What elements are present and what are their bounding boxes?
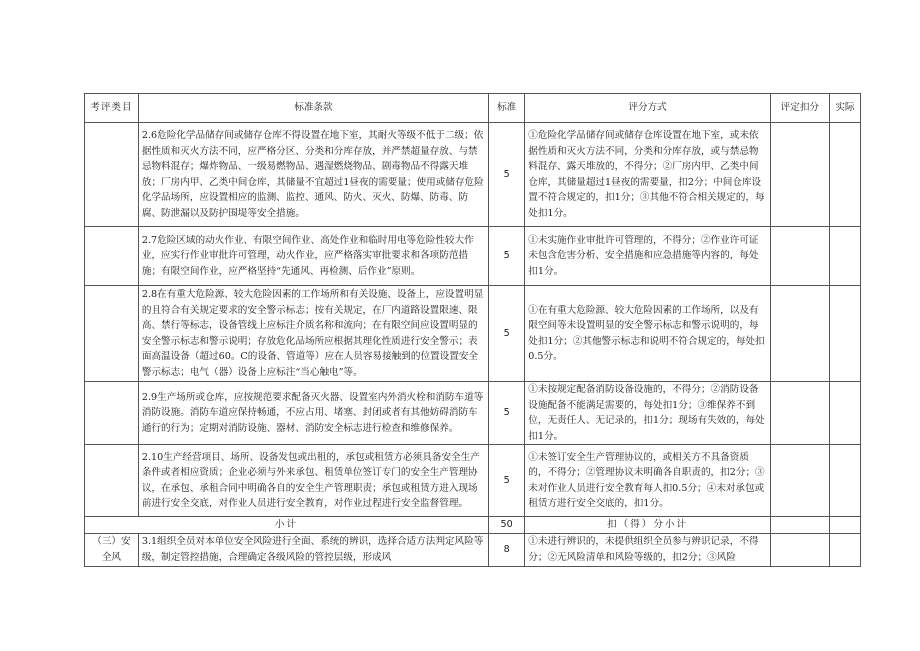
score-cell: 5 [489, 445, 525, 517]
header-score: 标准 [489, 94, 525, 123]
score-cell: 5 [489, 227, 525, 286]
standard-cell: 2.9生产场所或仓库，应按规范要求配备灭火器、设置室内外消火栓和消防车道等消防设施。消防车道应保持畅通，不应占用、堵塞、封闭或者有其他妨碍消防车通行的行为；定期对消防设施、器材、消防安全标志进行检查和维修保养。 [138, 382, 488, 445]
category-cell: （三）安全风 [85, 533, 139, 566]
category-cell [85, 286, 139, 382]
score-cell: 5 [489, 123, 525, 227]
actual-cell [829, 123, 860, 227]
deduction-cell [770, 286, 829, 382]
table-row [85, 227, 861, 286]
table-row [85, 533, 861, 566]
header-actual: 实际 [829, 94, 860, 123]
method-cell: ①在有重大危险源、较大危险因素的工作场所，以及有限空间等未设置明显的安全警示标志和警示说明的，每处扣1分；②其他警示标志和说明不符合规定的，每处扣0.5分。 [525, 286, 771, 382]
header-row [85, 94, 861, 123]
header-deduction: 评定扣分 [770, 94, 829, 123]
table-row [85, 123, 861, 227]
method-cell: ①未进行辨识的，未提供组织全员参与辨识记录，不得分；②无风险清单和风险等级的，扣2分；③风险 [525, 533, 771, 566]
method-cell: ①未签订安全生产管理协议的，或相关方不具备资质的，不得分；②管理协议未明确各自职责的，扣2分；③未对作业人员进行安全教育每人扣0.5分；④未对承包或租赁方进行安全交底的，扣1分。 [525, 445, 771, 517]
header-category: 考评类目 [85, 94, 139, 123]
category-cell [85, 227, 139, 286]
deduction-cell [770, 533, 829, 566]
deduction-cell [770, 445, 829, 517]
category-cell [85, 123, 139, 227]
table-row [85, 445, 861, 517]
standard-cell: 3.1组织全员对本单位安全风险进行全面、系统的辨识，选择合适方法判定风险等级，制定管控措施，合理确定各级风险的管控层级，形成风 [138, 533, 488, 566]
actual-cell [829, 382, 860, 445]
header-standard: 标准条款 [138, 94, 488, 123]
header-method: 评分方式 [525, 94, 771, 123]
standard-cell: 2.8在有重大危险源、较大危险因素的工作场所和有关设施、设备上，应设置明显的且符合有关规定要求的安全警示标志；按有关规定，在厂内道路设置限速、限高、禁行等标志，设备管线上应标注介质名称和流向；在有限空间应设置明显的安全警示标志和警示说明；存放危化品场所应根据其理化性质进行安全警示；表面高温设备（超过60。C的设备、管道等）应在人员容易接触到的位置设置安全警示标志；电气（器）设备上应标注“当心触电”等。 [138, 286, 488, 382]
table-row [85, 286, 861, 382]
score-cell: 8 [489, 533, 525, 566]
subtotal-label: 小计 [85, 517, 489, 534]
subtotal-score: 50 [489, 517, 525, 534]
score-cell: 5 [489, 382, 525, 445]
actual-cell [829, 286, 860, 382]
score-cell: 5 [489, 286, 525, 382]
subtotal-actual [829, 517, 860, 534]
method-cell: ①未按规定配备消防设备设施的，不得分；②消防设备设施配备不能满足需要的，每处扣1分；③维保养不到位，无责任人、无记录的，扣1分；现场有失效的，每处扣1分。 [525, 382, 771, 445]
deduction-cell [770, 227, 829, 286]
method-cell: ①未实施作业审批许可管理的，不得分；②作业许可证未包含危害分析、安全措施和应急措施等内容的，每处扣1分。 [525, 227, 771, 286]
table-row [85, 382, 861, 445]
standard-cell: 2.10生产经营项目、场所、设备发包或出租的，承包或租赁方必须具备安全生产条件或者相应资质；企业必须与外来承包、租赁单位签订专门的安全生产管理协议，在承包、承租合同中明确各自的安全生产管理职责；承包或租赁方进入现场前进行安全交底，对作业人员进行安全教育，对作业过程进行安全监督管理。 [138, 445, 488, 517]
subtotal-row [85, 517, 861, 534]
actual-cell [829, 533, 860, 566]
actual-cell [829, 445, 860, 517]
deduction-cell [770, 123, 829, 227]
standard-cell: 2.7危险区域的动火作业、有限空间作业、高处作业和临时用电等危险性较大作业，应实行作业审批许可管理，动火作业，应严格落实审批要求和各项防范措施；有限空间作业，应严格坚持“先通风、再检测、后作业”原则。 [138, 227, 488, 286]
category-cell [85, 382, 139, 445]
deduction-cell [770, 382, 829, 445]
standard-cell: 2.6危险化学品储存间或储存仓库不得设置在地下室，其耐火等级不低于二级；依据性质和灭火方法不同，应严格分区、分类和分库存放，并严禁超量存放、与禁忌物料混存；爆炸物品、一级易燃物品、遇湿燃烧物品、剧毒物品不得露天堆放；厂房内甲、乙类中间仓库，其储量不宜超过1昼夜的需要量；使用或储存危险化学品场所，应设置相应的监测、监控、通风、防火、灭火、防爆、防毒、防腐、防泄漏以及防护围堤等安全措施。 [138, 123, 488, 227]
subtotal-method-label: 扣（得）分小计 [525, 517, 771, 534]
category-cell [85, 445, 139, 517]
actual-cell [829, 227, 860, 286]
subtotal-deduction [770, 517, 829, 534]
assessment-table [84, 93, 861, 567]
method-cell: ①危险化学品储存间或储存仓库设置在地下室，或未依据性质和灭火方法不同，分类和分库存放，或与禁忌物料混存、露天堆放的，不得分；②厂房内甲、乙类中间仓库，其储量超过1昼夜的需要量，扣2分；中间仓库设置不符合规定的，扣1分；③其他不符合相关规定的，每处扣1分。 [525, 123, 771, 227]
